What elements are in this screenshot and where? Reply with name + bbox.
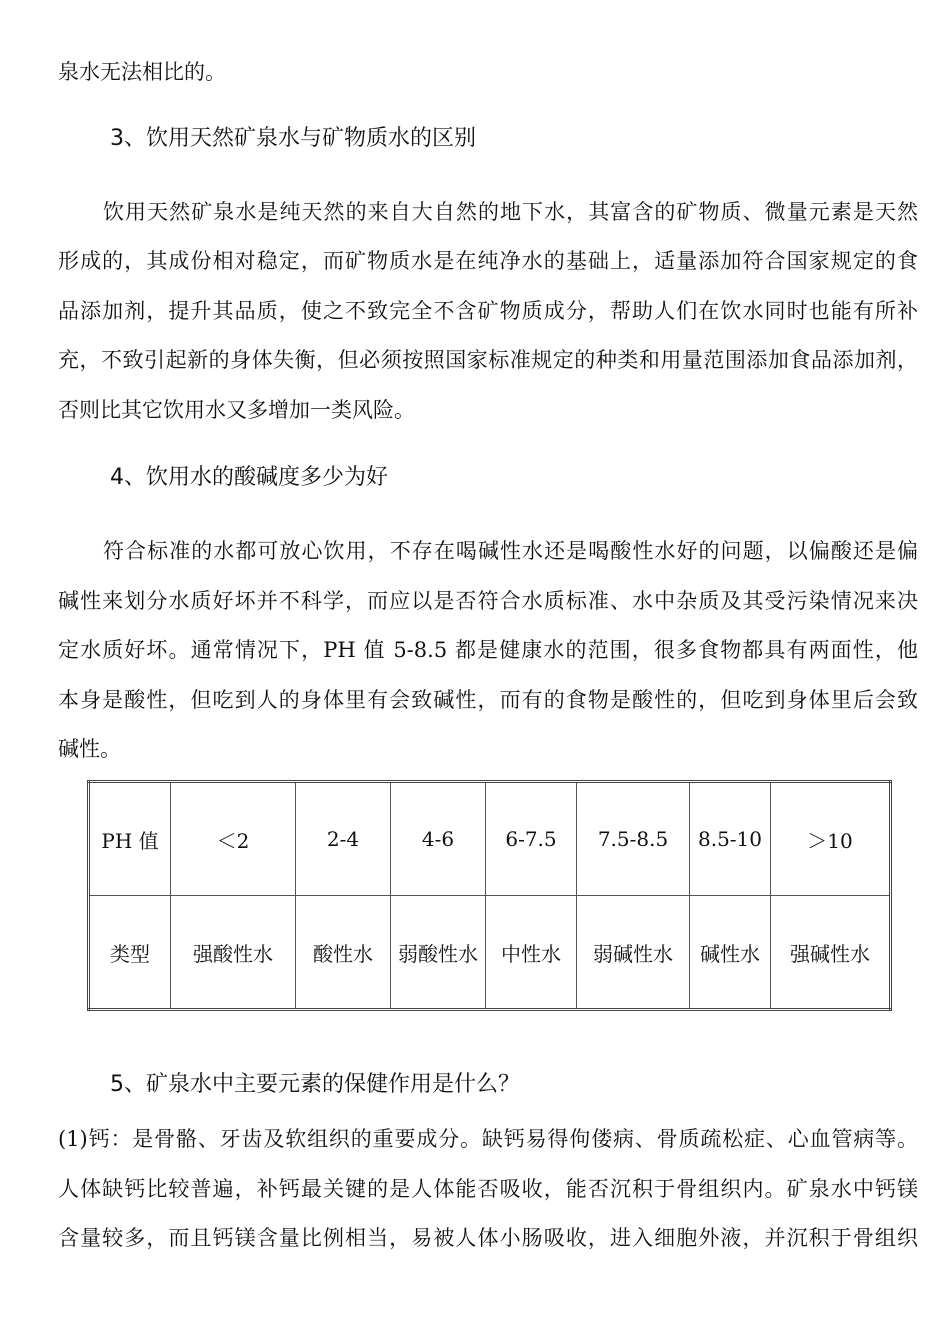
paragraph-line: 形成的，其成份相对稳定，而矿物质水是在纯净水的基础上，适量添加符合国家规定的食 — [58, 249, 918, 273]
table-cell: 6-7.5 — [486, 782, 577, 896]
table-cell: 弱酸性水 — [391, 896, 486, 1010]
table-cell: 中性水 — [486, 896, 577, 1010]
paragraph-line: 泉水无法相比的。 — [58, 60, 226, 84]
table-cell: 碱性水 — [690, 896, 771, 1010]
paragraph-line: 碱性。 — [58, 737, 121, 761]
table-cell: 弱碱性水 — [577, 896, 690, 1010]
table-cell: 强酸性水 — [171, 896, 296, 1010]
table-cell: 2-4 — [296, 782, 391, 896]
table-cell: 酸性水 — [296, 896, 391, 1010]
table-cell: 8.5-10 — [690, 782, 771, 896]
paragraph-line: 含量较多，而且钙镁含量比例相当，易被人体小肠吸收，进入细胞外液，并沉积于骨组织 — [58, 1226, 918, 1250]
paragraph-line: 品添加剂，提升其品质，使之不致完全不含矿物质成分，帮助人们在饮水同时也能有所补 — [58, 299, 918, 323]
table-row — [89, 896, 891, 1010]
paragraph-line: (1)钙：是骨骼、牙齿及软组织的重要成分。缺钙易得佝偻病、骨质疏松症、心血管病等。 — [58, 1127, 918, 1151]
paragraph-line: 充，不致引起新的身体失衡，但必须按照国家标准规定的种类和用量范围添加食品添加剂， — [58, 348, 918, 372]
table-cell: 4-6 — [391, 782, 486, 896]
paragraph-line: 符合标准的水都可放心饮用，不存在喝碱性水还是喝酸性水好的问题，以偏酸还是偏 — [103, 539, 918, 563]
table-cell: 7.5-8.5 — [577, 782, 690, 896]
paragraph-line: 定水质好坏。通常情况下，PH 值 5-8.5 都是健康水的范围，很多食物都具有两面性，他 — [58, 638, 918, 662]
paragraph-line: 人体缺钙比较普遍，补钙最关键的是人体能否吸收，能否沉积于骨组织内。矿泉水中钙镁 — [58, 1177, 918, 1201]
section-heading-4: 4、饮用水的酸碱度多少为好 — [110, 465, 388, 490]
section-heading-5: 5、矿泉水中主要元素的保健作用是什么？ — [110, 1072, 520, 1097]
section-heading-3: 3、饮用天然矿泉水与矿物质水的区别 — [110, 126, 476, 151]
paragraph-line: 碱性来划分水质好坏并不科学，而应以是否符合水质标准、水中杂质及其受污染情况来决 — [58, 589, 918, 613]
paragraph-line: 本身是酸性，但吃到人的身体里有会致碱性，而有的食物是酸性的，但吃到身体里后会致 — [58, 688, 918, 712]
paragraph-line: 否则比其它饮用水又多增加一类风险。 — [58, 398, 415, 422]
table-cell: 强碱性水 — [771, 896, 891, 1010]
paragraph-line: 饮用天然矿泉水是纯天然的来自大自然的地下水，其富含的矿物质、微量元素是天然 — [103, 200, 918, 224]
ph-type-table — [87, 780, 892, 1011]
table-header-cell: PH 值 — [89, 782, 171, 896]
table-row — [89, 782, 891, 896]
table-cell: ＞10 — [771, 782, 891, 896]
table-header-cell: 类型 — [89, 896, 171, 1010]
table-cell: ＜2 — [171, 782, 296, 896]
